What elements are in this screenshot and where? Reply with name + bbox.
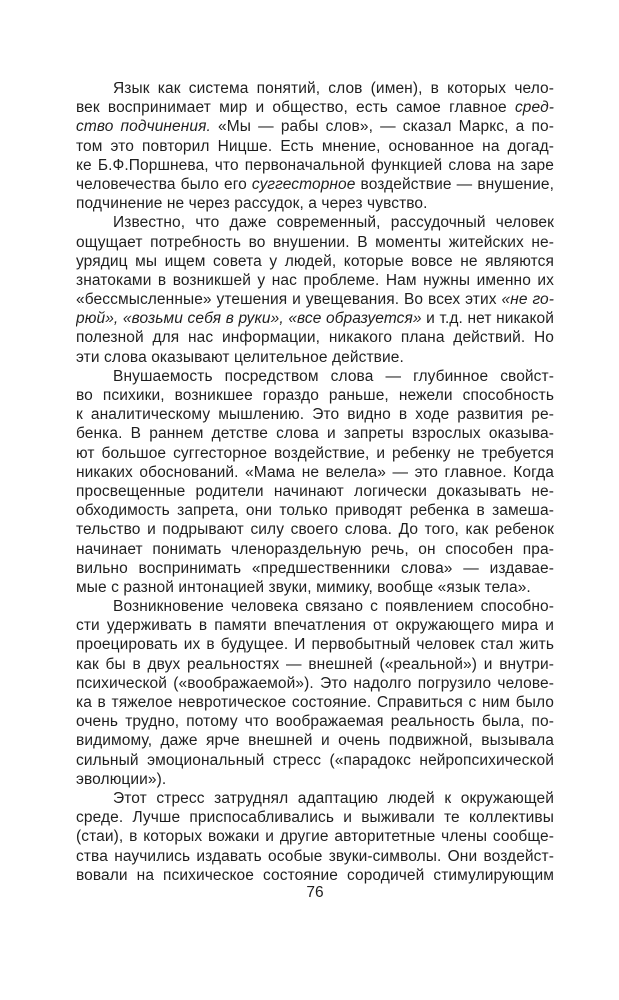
text-run: знатоками в возникшей у нас проблеме. Нам нужны именно их [76,271,554,289]
italic-text: ство подчинения. [76,118,211,136]
text-line [76,309,554,328]
text-line [76,463,554,482]
text-line [76,693,554,712]
text-run: Язык как система понятий, слов (имен), в которых чело- [113,80,554,97]
text-line [76,252,554,271]
text-line [76,540,554,559]
text-line [76,137,554,156]
text-line [76,635,554,654]
text-line [76,194,554,213]
text-line [76,386,554,405]
text-line [76,597,554,616]
text-run: (стаи), в которых вожаки и другие авторитетные члены сообще- [76,828,554,846]
text-run: Внушаемость посредством слова — глубинное свойст- [113,367,554,385]
text-run: Известно, что даже современный, рассудочный человек [113,214,554,232]
text-run: том это повторил Ницше. Есть мнение, основанное на догад- [76,137,554,155]
text-line [76,731,554,750]
text-line [76,367,554,386]
text-line [76,616,554,635]
text-run: психической («воображаемой»). Это надолго погрузило челове- [76,674,554,692]
text-run: ют большое суггесторное воздействие, и ребенку не требуется [76,444,554,462]
text-line [76,348,554,367]
text-line [76,827,554,846]
text-line [76,501,554,520]
italic-text: сред- [514,99,554,117]
text-run: начинает понимать членораздельную речь, он способен пра- [76,540,554,558]
italic-text: суггесторное [251,175,356,193]
text-line [76,559,554,578]
text-run: тельство и подрывают силу своего слова. До того, как ребенок [76,521,554,539]
text-line [76,233,554,252]
text-run: очень трудно, потому что воображаемая реальность была, по- [76,713,554,731]
text-run: сильный эмоциональный стресс («парадокс нейропсихической [76,751,554,769]
text-run: как бы в двух реальностях — внешней («реальной») и внутри- [76,655,554,673]
text-run: урядиц мы ищем совета у людей, которые вовсе не являются [76,252,554,270]
text-run: ощущает потребность во внушении. В моменты житейских не- [76,233,554,251]
text-run: вильно воспринимать «предшественники слова» — издавае- [76,559,554,577]
text-line [76,79,554,98]
text-run: ства научились издавать особые звуки-символы. Они воздейст- [76,847,554,865]
text-run: полезной для нас информации, никакого плана действий. Но [76,329,554,347]
text-line [76,290,554,309]
page-text [76,79,554,885]
italic-text: рюй», «возьми себя в руки», «все образуется» [76,310,422,328]
text-line [76,156,554,175]
text-line [76,847,554,866]
text-line [76,175,554,194]
text-run: человечества было его [76,175,252,193]
text-run: среде. Лучше приспосабливались и выживали те коллективы [76,809,554,827]
text-run: воздействие — внушение, [355,175,554,193]
text-line [76,98,554,117]
text-line [76,674,554,693]
text-run: сти удерживать в памяти впечатления от окружающего мира и [76,617,554,635]
text-run: ке Б.Ф.Поршнева, что первоначальной функцией слова на заре [76,156,554,174]
text-run: проецировать их в будущее. И первобытный человек стал жить [76,636,554,654]
text-run: никаких обоснований. «Мама не велела» — это главное. Когда [76,463,554,481]
text-line [76,520,554,539]
text-line [76,808,554,827]
text-run: эти слова оказывают целительное действие. [76,348,404,366]
text-run: обходимость запрета, они только приводят ребенка в замеша- [76,502,554,520]
page-number: 76 [306,884,324,901]
text-run: «бессмысленные» утешения и увещевания. Во всех этих [76,291,502,309]
text-line [76,578,554,597]
text-run: и т.д. нет никакой [421,310,554,328]
text-run: эволюции»). [76,770,167,788]
italic-text: «не го- [501,291,554,309]
text-line [76,213,554,232]
text-run: во психики, возникшее гораздо раньше, нежели способность [76,387,554,404]
text-line [76,117,554,136]
text-line [76,444,554,463]
text-line [76,751,554,770]
text-line [76,866,554,885]
text-line [76,789,554,808]
text-run: к аналитическому мышлению. Это видно в ходе развития ре- [76,406,554,424]
text-line [76,482,554,501]
text-run: мые с разной интонацией звуки, мимику, вообще «язык тела». [76,578,531,596]
text-run: «Мы — рабы слов», — сказал Маркс, а по- [210,118,554,136]
text-run: вовали на психическое состояние сородичей стимулирующим [76,866,554,884]
text-line [76,405,554,424]
text-line [76,328,554,347]
text-run: век воспринимает мир и общество, есть самое главное [76,99,515,117]
text-run: Этот стресс затруднял адаптацию людей к окружающей [113,789,554,807]
text-run: просвещенные родители начинают логически доказывать не- [76,482,554,500]
text-run: ка в тяжелое невротическое состояние. Справиться с ним было [76,694,554,711]
text-line [76,655,554,674]
text-run: видимому, даже ярче внешней и очень подвижной, вызывала [76,732,554,750]
text-run: Возникновение человека связано с появлением способно- [113,598,554,616]
text-line [76,712,554,731]
text-line [76,424,554,443]
text-run: подчинение не через рассудок, а через чувство. [76,195,428,213]
text-line [76,770,554,789]
text-line [76,271,554,290]
text-run: бенка. В раннем детстве слова и запреты взрослых оказыва- [76,425,554,443]
